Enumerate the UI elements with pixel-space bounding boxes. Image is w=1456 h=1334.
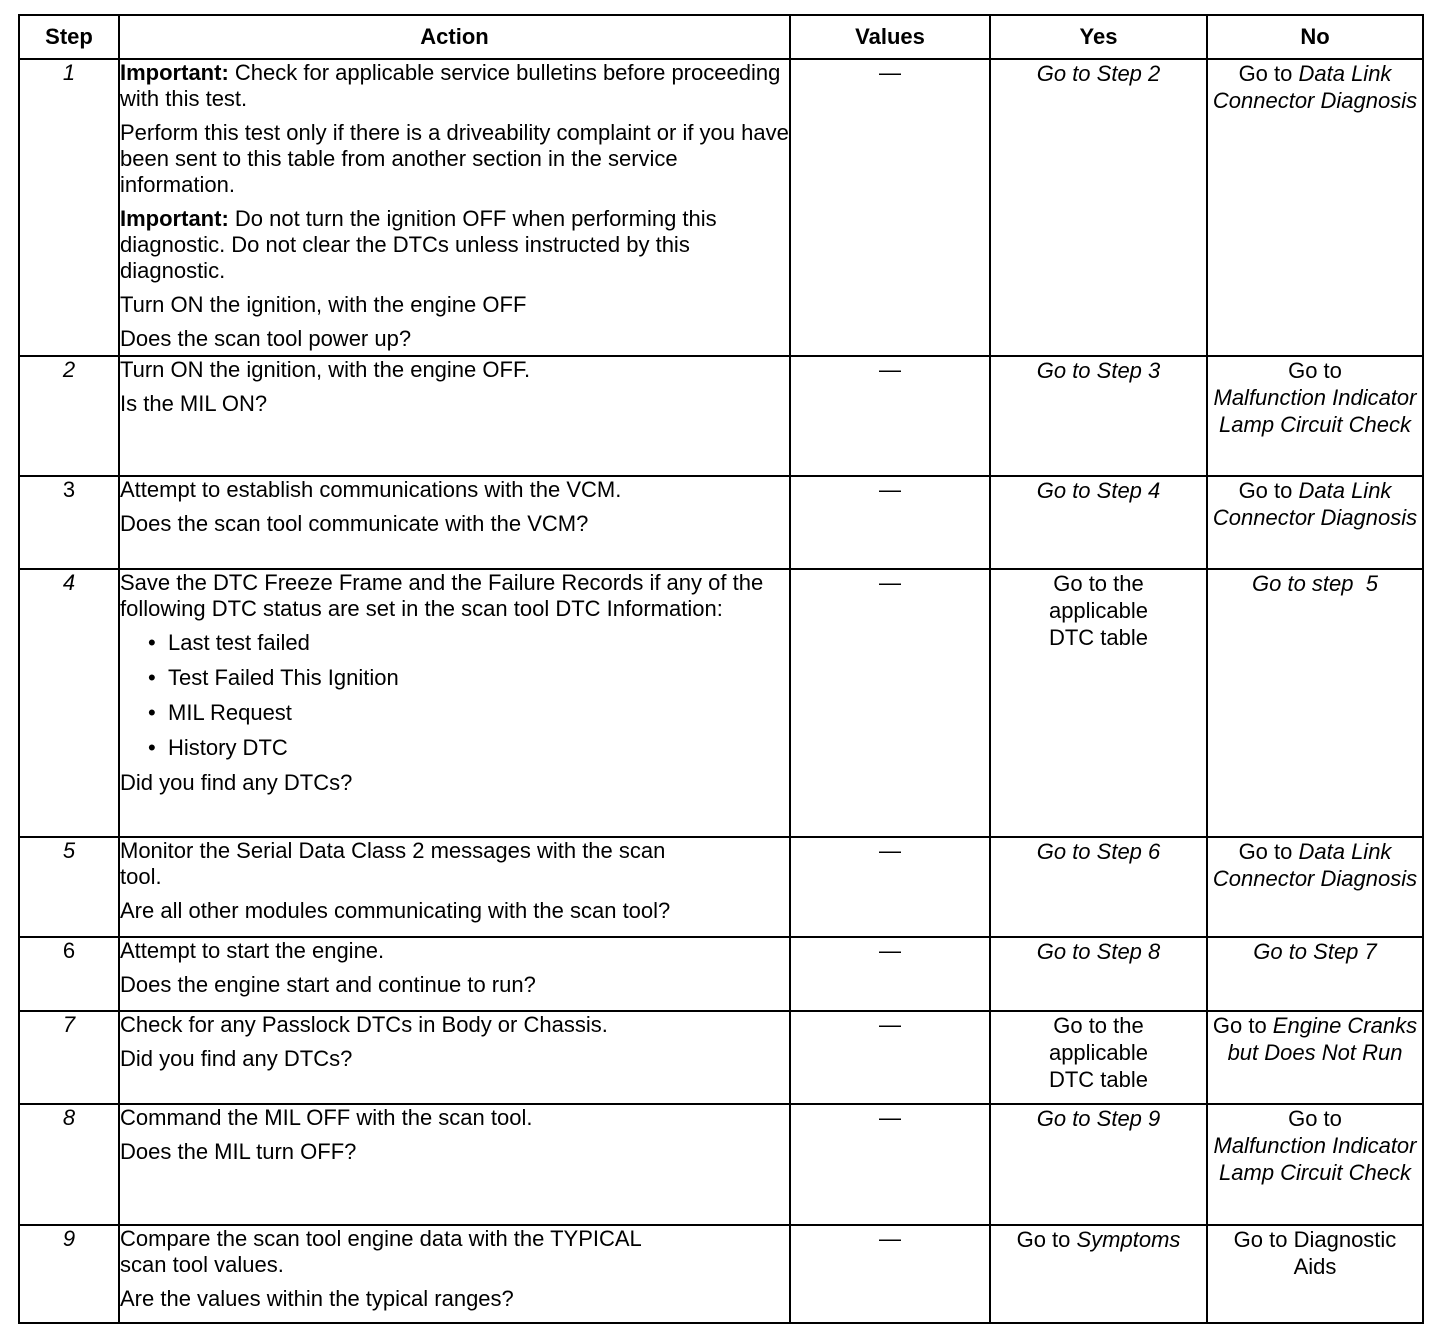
values-cell: —: [790, 937, 990, 1011]
action-paragraph: Save the DTC Freeze Frame and the Failure Records if any of the following DTC status are set in the scan tool DTC Information:: [120, 570, 764, 621]
action-question: Are all other modules communicating with the scan tool?: [120, 898, 671, 923]
values-cell: —: [790, 1011, 990, 1104]
no-link: Malfunction Indicator Lamp Circuit Check: [1213, 1133, 1417, 1185]
table-row-step-3: [19, 476, 1423, 569]
action-question: Does the engine start and continue to run?: [120, 972, 536, 997]
no-cell: [1207, 1104, 1423, 1225]
action-cell: [119, 356, 790, 476]
step-number: 3: [19, 476, 119, 569]
no-prefix: Go to: [1238, 61, 1299, 86]
action-paragraph: Perform this test only if there is a driveability complaint or if you have been sent to this table from another section in the service information.: [120, 120, 789, 197]
no-prefix: Go to: [1288, 1106, 1342, 1131]
action-cell: [119, 59, 790, 356]
action-cell: [119, 837, 790, 937]
table-row-step-6: [19, 937, 1423, 1011]
values-cell: —: [790, 59, 990, 356]
action-paragraph: Turn ON the ignition, with the engine OFF: [120, 292, 527, 317]
yes-cell: Go to Step 3: [990, 356, 1207, 476]
values-cell: —: [790, 356, 990, 476]
action-paragraph: Check for any Passlock DTCs in Body or Chassis.: [120, 1012, 608, 1037]
action-question: Is the MIL ON?: [120, 391, 268, 416]
action-cell: [119, 1225, 790, 1323]
list-item: • MIL Request: [168, 700, 789, 726]
yes-link: Symptoms: [1076, 1227, 1181, 1252]
no-cell: Go to step 5: [1207, 569, 1423, 837]
table-row-step-9: [19, 1225, 1423, 1323]
action-paragraph: Command the MIL OFF with the scan tool.: [120, 1105, 533, 1130]
action-text: Check for applicable service bulletins before proceeding with this test.: [120, 60, 781, 111]
no-cell: [1207, 59, 1423, 356]
yes-cell: [990, 1225, 1207, 1323]
no-link: Data Link Connector Diagnosis: [1212, 839, 1418, 891]
important-label: Important:: [120, 60, 229, 85]
action-question: Does the MIL turn OFF?: [120, 1139, 357, 1164]
yes-prefix: Go to: [1016, 1227, 1077, 1252]
action-paragraph: Attempt to establish communications with the VCM.: [120, 477, 622, 502]
no-cell: Go to Diagnostic Aids: [1207, 1225, 1423, 1323]
table-row-step-1: [19, 59, 1423, 356]
action-question: Are the values within the typical ranges?: [120, 1286, 514, 1311]
step-number: 1: [19, 59, 119, 356]
header-values: Values: [790, 15, 990, 59]
no-prefix: Go to: [1238, 839, 1299, 864]
action-question: Did you find any DTCs?: [120, 1046, 353, 1071]
yes-cell: Go to Step 4: [990, 476, 1207, 569]
action-paragraph: Monitor the Serial Data Class 2 messages with the scan tool.: [120, 838, 666, 889]
header-row: [19, 15, 1423, 59]
diagnostic-table: [18, 14, 1424, 1324]
action-cell: [119, 476, 790, 569]
action-paragraph: [120, 206, 789, 284]
no-cell: [1207, 476, 1423, 569]
yes-cell: Go to Step 2: [990, 59, 1207, 356]
step-number: 6: [19, 937, 119, 1011]
step-number: 4: [19, 569, 119, 837]
action-paragraph: Compare the scan tool engine data with the TYPICAL scan tool values.: [120, 1226, 641, 1277]
values-cell: —: [790, 1104, 990, 1225]
list-item: • Test Failed This Ignition: [168, 665, 789, 691]
action-paragraph: Turn ON the ignition, with the engine OFF.: [120, 357, 531, 382]
action-cell: [119, 569, 790, 837]
values-cell: —: [790, 569, 990, 837]
values-cell: —: [790, 476, 990, 569]
step-number: 2: [19, 356, 119, 476]
no-cell: [1207, 1011, 1423, 1104]
yes-cell: Go to Step 9: [990, 1104, 1207, 1225]
step-number: 8: [19, 1104, 119, 1225]
step-number: 7: [19, 1011, 119, 1104]
no-link: Data Link Connector Diagnosis: [1212, 61, 1418, 113]
list-item: • History DTC: [168, 735, 789, 761]
no-cell: [1207, 356, 1423, 476]
step-number: 5: [19, 837, 119, 937]
yes-cell: Go to Step 6: [990, 837, 1207, 937]
action-paragraph: Attempt to start the engine.: [120, 938, 385, 963]
action-text: Do not turn the ignition OFF when performing this diagnostic. Do not clear the DTCs unless instructed by this diagnostic.: [120, 206, 717, 283]
action-cell: [119, 1104, 790, 1225]
yes-cell: Go to the applicable DTC table: [990, 1011, 1207, 1104]
values-cell: —: [790, 1225, 990, 1323]
no-prefix: Go to: [1238, 478, 1299, 503]
no-cell: [1207, 837, 1423, 937]
header-action: Action: [119, 15, 790, 59]
important-label: Important:: [120, 206, 229, 231]
table-row-step-8: [19, 1104, 1423, 1225]
yes-cell: Go to Step 8: [990, 937, 1207, 1011]
table-row-step-2: [19, 356, 1423, 476]
table-row-step-4: [19, 569, 1423, 837]
no-prefix: Go to: [1212, 1013, 1273, 1038]
header-no: No: [1207, 15, 1423, 59]
values-cell: —: [790, 837, 990, 937]
no-prefix: Go to: [1288, 358, 1342, 383]
action-cell: [119, 937, 790, 1011]
action-question: Does the scan tool power up?: [120, 326, 412, 351]
table-row-step-7: [19, 1011, 1423, 1104]
action-paragraph: [120, 60, 789, 112]
action-question: Did you find any DTCs?: [120, 770, 353, 795]
header-yes: Yes: [990, 15, 1207, 59]
action-cell: [119, 1011, 790, 1104]
table-row-step-5: [19, 837, 1423, 937]
header-step: Step: [19, 15, 119, 59]
dtc-status-list: [120, 630, 789, 761]
step-number: 9: [19, 1225, 119, 1323]
no-link: Malfunction Indicator Lamp Circuit Check: [1213, 385, 1417, 437]
action-question: Does the scan tool communicate with the VCM?: [120, 511, 589, 536]
no-link: Engine Cranks but Does Not Run: [1227, 1013, 1418, 1065]
yes-cell: Go to the applicable DTC table: [990, 569, 1207, 837]
no-link: Data Link Connector Diagnosis: [1212, 478, 1418, 530]
list-item: • Last test failed: [168, 630, 789, 656]
no-cell: Go to Step 7: [1207, 937, 1423, 1011]
